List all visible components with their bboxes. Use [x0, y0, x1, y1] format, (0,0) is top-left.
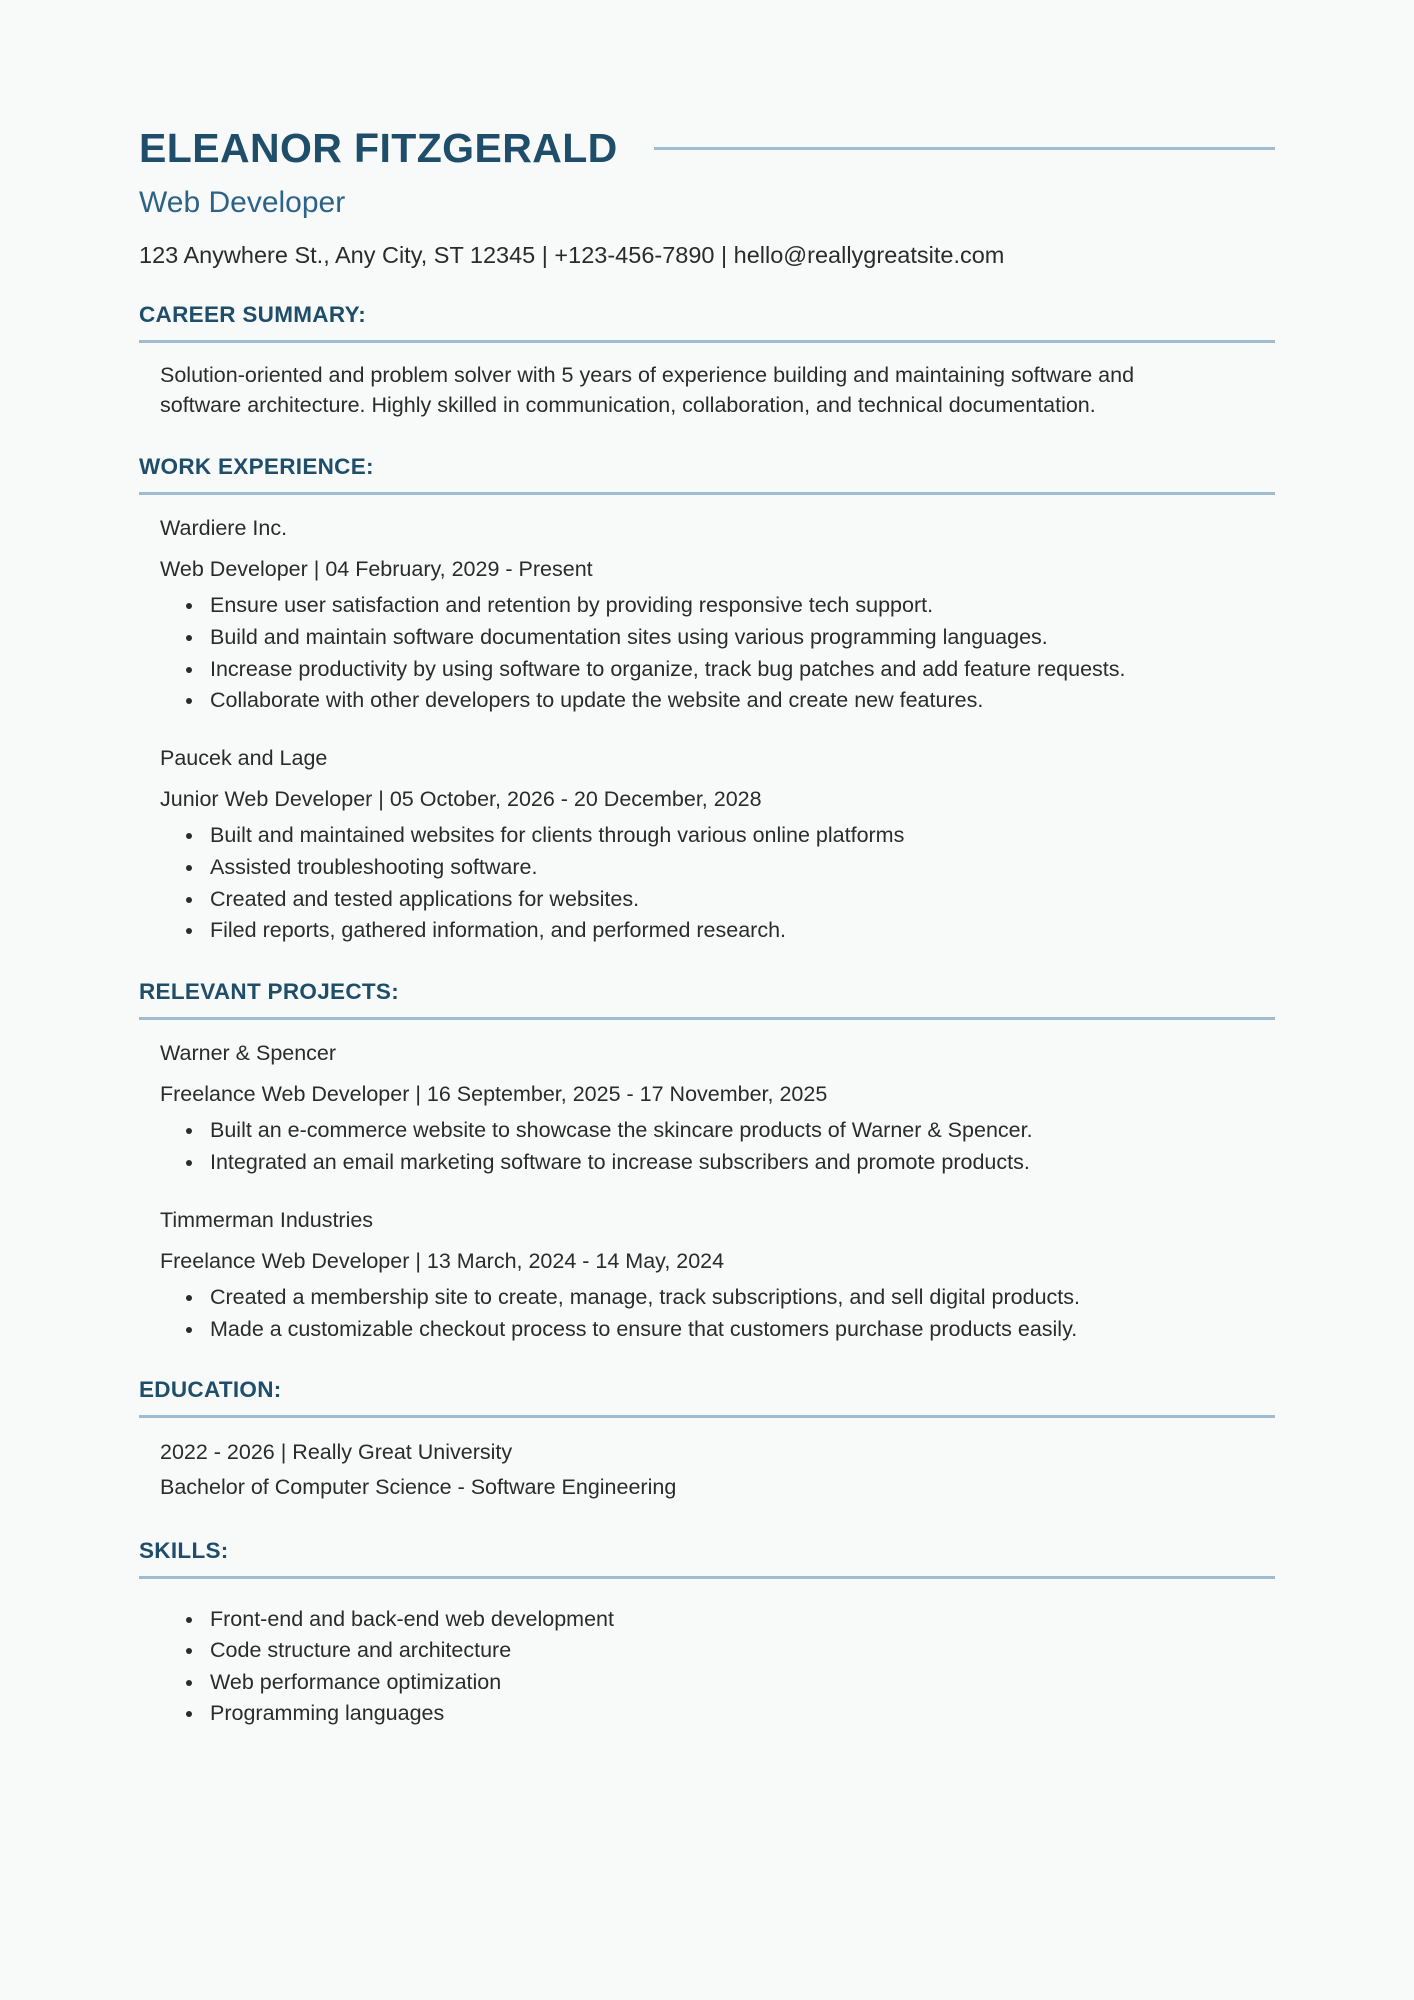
section-work-experience [139, 455, 1275, 946]
list-item: Ensure user satisfaction and retention by providing responsive tech support. [210, 591, 1150, 621]
list-item: Collaborate with other developers to update the website and create new features. [210, 686, 1150, 716]
entry-organization: Wardiere Inc. [160, 515, 288, 540]
career-summary-text: Solution-oriented and problem solver with 5 years of experience building and maintaining software and software architecture. Highly skilled in communication, collaboration, and technical documentation. [160, 362, 1135, 418]
entry-role-and-dates: Junior Web Developer | 05 October, 2026 - 20 December, 2028 [160, 787, 762, 812]
section-heading-work-experience: WORK EXPERIENCE: [139, 453, 374, 479]
section-career-summary [139, 303, 1275, 421]
section-education [139, 1378, 1275, 1504]
list-item: Code structure and architecture [210, 1636, 1150, 1666]
section-heading-skills: SKILLS: [139, 1537, 229, 1563]
list-item: Built and maintained websites for clients through various online platforms [210, 821, 1150, 851]
list-item: Increase productivity by using software to organize, track bug patches and add feature requests. [210, 655, 1150, 685]
entry-bullet-list [160, 821, 1275, 946]
entry-organization: Paucek and Lage [160, 745, 328, 770]
entry-bullet-list [160, 591, 1275, 716]
candidate-name: ELEANOR FITZGERALD [139, 125, 618, 171]
header-divider-rule [654, 147, 1275, 150]
list-item: Assisted troubleshooting software. [210, 853, 1150, 883]
entry-organization: Timmerman Industries [160, 1207, 374, 1232]
entry-role-and-dates: Freelance Web Developer | 13 March, 2024 - 14 May, 2024 [160, 1248, 725, 1273]
list-item: Made a customizable checkout process to ensure that customers purchase products easily. [210, 1315, 1150, 1345]
education-line: 2022 - 2026 | Really Great University [160, 1440, 513, 1465]
entry-role-and-dates: Freelance Web Developer | 16 September, 2025 - 17 November, 2025 [160, 1081, 828, 1106]
list-item: Build and maintain software documentation sites using various programming languages. [210, 623, 1150, 653]
experience-entry [160, 1204, 1275, 1345]
candidate-job-title: Web Developer [139, 186, 346, 219]
skills-list [160, 1605, 1275, 1730]
contact-line: 123 Anywhere St., Any City, ST 12345 | +123-456-7890 | hello@reallygreatsite.com [139, 242, 1005, 268]
list-item: Created a membership site to create, manage, track subscriptions, and sell digital products. [210, 1283, 1150, 1313]
section-heading-education: EDUCATION: [139, 1377, 282, 1403]
skills-body [139, 1579, 1275, 1730]
section-heading-career-summary: CAREER SUMMARY: [139, 302, 366, 328]
experience-entry [160, 1037, 1275, 1178]
entry-role-and-dates: Web Developer | 04 February, 2029 - Present [160, 556, 593, 581]
section-heading-relevant-projects: RELEVANT PROJECTS: [139, 978, 400, 1004]
list-item: Built an e-commerce website to showcase the skincare products of Warner & Spencer. [210, 1116, 1150, 1146]
section-relevant-projects [139, 980, 1275, 1344]
list-item: Web performance optimization [210, 1668, 1150, 1698]
list-item: Integrated an email marketing software to increase subscribers and promote products. [210, 1148, 1150, 1178]
experience-entry [160, 512, 1275, 716]
experience-entry [160, 742, 1275, 946]
career-summary-body [139, 343, 1275, 421]
education-line: Bachelor of Computer Science - Software Engineering [160, 1474, 677, 1499]
list-item: Created and tested applications for websites. [210, 885, 1150, 915]
section-skills [139, 1539, 1275, 1729]
list-item: Front-end and back-end web development [210, 1605, 1150, 1635]
entry-bullet-list [160, 1116, 1275, 1177]
resume-header [139, 0, 1275, 269]
list-item: Filed reports, gathered information, and performed research. [210, 916, 1150, 946]
relevant-projects-body [139, 1020, 1275, 1345]
education-body [139, 1418, 1275, 1505]
name-row [139, 125, 1275, 171]
work-experience-body [139, 495, 1275, 946]
entry-bullet-list [160, 1283, 1275, 1344]
list-item: Programming languages [210, 1699, 1150, 1729]
entry-organization: Warner & Spencer [160, 1040, 337, 1065]
